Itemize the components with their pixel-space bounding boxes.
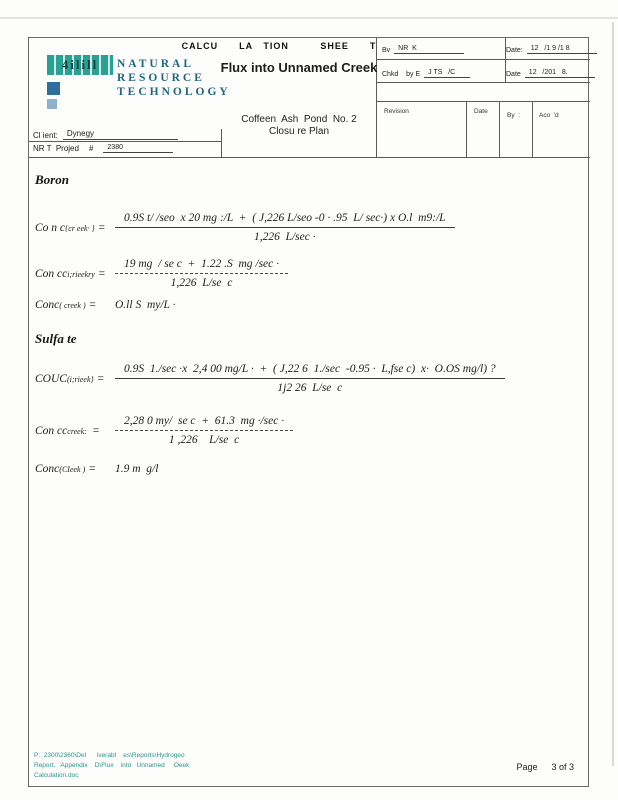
fraction <box>115 212 455 243</box>
page-label: Page <box>516 762 538 772</box>
boron-equation-2 <box>35 258 590 289</box>
header-rule-2 <box>376 82 590 83</box>
equation-lhs <box>35 268 115 280</box>
calculation-sheet-title: CALCU LA TION SHEE T <box>181 41 377 51</box>
scan-artifact-right <box>612 22 614 766</box>
logo-square-icon <box>47 82 60 95</box>
equals-sign: = <box>88 299 97 311</box>
lhs-subscript: (i;rieek} <box>66 374 94 384</box>
sulfate-equation-2 <box>35 415 590 446</box>
client-value: Dynegy <box>63 129 178 140</box>
equals-sign: = <box>91 424 100 437</box>
checked-by-label: Chkd by E <box>382 71 421 78</box>
logo-text-resource: RESOURCE <box>117 72 205 84</box>
date1-label: Date: <box>506 47 523 54</box>
fraction <box>115 363 505 394</box>
revision-divider-3 <box>532 101 533 158</box>
denominator: 1,226 L/se c <box>170 277 233 289</box>
equation-lhs <box>35 222 115 234</box>
date2-label: Date <box>506 71 521 78</box>
revision-label: Revision <box>384 108 409 115</box>
subject-line-2: Closu re Plan <box>268 126 330 137</box>
header-divider-date <box>505 38 506 82</box>
revision-by-label: By : <box>507 112 521 119</box>
page-number <box>516 762 574 772</box>
fraction <box>115 415 293 446</box>
numerator: 2,28 0 my/ se c + 61.3 mg ·/sec · <box>115 415 293 431</box>
calculation-body <box>29 158 590 475</box>
lhs-subscript: {cr eek· } <box>65 223 95 233</box>
denominator: 1 ,226 L/se c <box>168 434 240 446</box>
scan-artifact-top <box>0 17 618 19</box>
numerator: 19 mg / se c + 1.22 .S mg /sec · <box>115 258 288 274</box>
header-divider-main <box>376 38 377 158</box>
project-subject <box>169 114 429 138</box>
date2-value: 12 /201 8. <box>525 69 595 78</box>
file-path-line-2: Report. Appendix D\Flux into Unnamed Oeek <box>34 761 190 769</box>
date1-value: 12 /1 9 /1 8 <box>527 45 597 54</box>
equation-lhs <box>35 373 115 385</box>
lhs-symbol: Co n c <box>35 221 66 234</box>
project-label: NR T Projed <box>33 144 79 153</box>
client-box-divider <box>221 129 222 158</box>
equation-lhs <box>35 463 115 475</box>
equals-sign: = <box>97 221 106 234</box>
lhs-subscript: creek: <box>67 426 89 436</box>
numerator: 0.9S t/ /seo x 20 mg :/L + ( J,226 L/seo -0 · .95 L/ sec·) x O.l m9:/L <box>115 212 455 228</box>
checked-by-value: J TS /C <box>424 69 470 78</box>
logo-text-natural: NATURAL <box>117 58 195 70</box>
fraction <box>115 258 288 289</box>
date1-field <box>506 45 597 54</box>
project-hash: # <box>88 144 94 153</box>
revision-date-label: Date <box>474 108 488 115</box>
denominator: 1j2 26 L/se c <box>277 382 343 394</box>
equation-lhs <box>35 299 115 311</box>
by-field <box>382 45 464 54</box>
result-value: 1.9 m g/l <box>115 463 159 475</box>
lhs-subscript: (CIeek ) <box>59 465 86 474</box>
boron-equation-result <box>35 299 590 311</box>
lhs-symbol: Conc <box>35 463 60 475</box>
sulfate-equation-1 <box>35 363 590 394</box>
boron-equation-1 <box>35 212 590 243</box>
revision-approved-label: Aco 'd <box>539 112 559 119</box>
numerator: 0.9S 1./sec ·x 2,4 00 mg/L · + ( J,22 6 1./sec -0.95 · L,fse c) x· O.OS mg/l) ? <box>115 363 505 379</box>
file-path <box>34 751 189 781</box>
sulfate-section-heading: Sulfa te <box>35 331 77 346</box>
logo-mark-text: 4ilill <box>61 57 99 72</box>
file-path-line-3: Calculation.doc <box>34 771 79 779</box>
lhs-subscript: ( creek ) <box>59 301 86 310</box>
logo-text-technology: TECHNOLOGY <box>117 86 231 98</box>
sulfate-equation-result <box>35 463 590 475</box>
page-value: 3 of 3 <box>551 762 574 772</box>
equals-sign: = <box>97 267 106 280</box>
revision-divider-1 <box>466 101 467 158</box>
by-value: NR K <box>394 45 464 54</box>
lhs-symbol: Conc <box>35 299 60 311</box>
lhs-symbol: COUC <box>35 372 67 385</box>
client-field <box>33 129 178 140</box>
result-value: O.ll S my/L · <box>115 299 176 311</box>
equation-lhs <box>35 425 115 437</box>
document-border <box>28 37 589 787</box>
client-rule <box>29 141 221 142</box>
project-field <box>33 144 173 153</box>
subject-line-1: Coffeen Ash Pond No. 2 <box>241 114 357 125</box>
document-title: Flux into Unnamed Creek <box>220 60 378 75</box>
lhs-symbol: Con cc <box>35 267 68 280</box>
equals-sign: = <box>88 463 97 475</box>
lhs-symbol: Con cc <box>35 424 68 437</box>
by-label: Bv <box>382 47 391 54</box>
client-label: Cl ient: <box>33 131 58 140</box>
nrt-logo-mark-icon <box>47 55 113 75</box>
denominator: 1,226 L/sec · <box>253 231 316 243</box>
logo-square-icon-2 <box>47 99 57 109</box>
project-number-value: 2380 <box>103 144 173 153</box>
revision-divider-2 <box>499 101 500 158</box>
boron-section-heading: Boron <box>35 172 69 187</box>
file-path-line-1: P: 2300\2360\Del iverabl es\Reports\Hydrogeo <box>34 751 185 759</box>
equals-sign: = <box>96 372 105 385</box>
date2-field <box>506 69 595 78</box>
header-rule-3 <box>376 101 590 102</box>
lhs-subscript: i;rieekry <box>67 269 95 279</box>
